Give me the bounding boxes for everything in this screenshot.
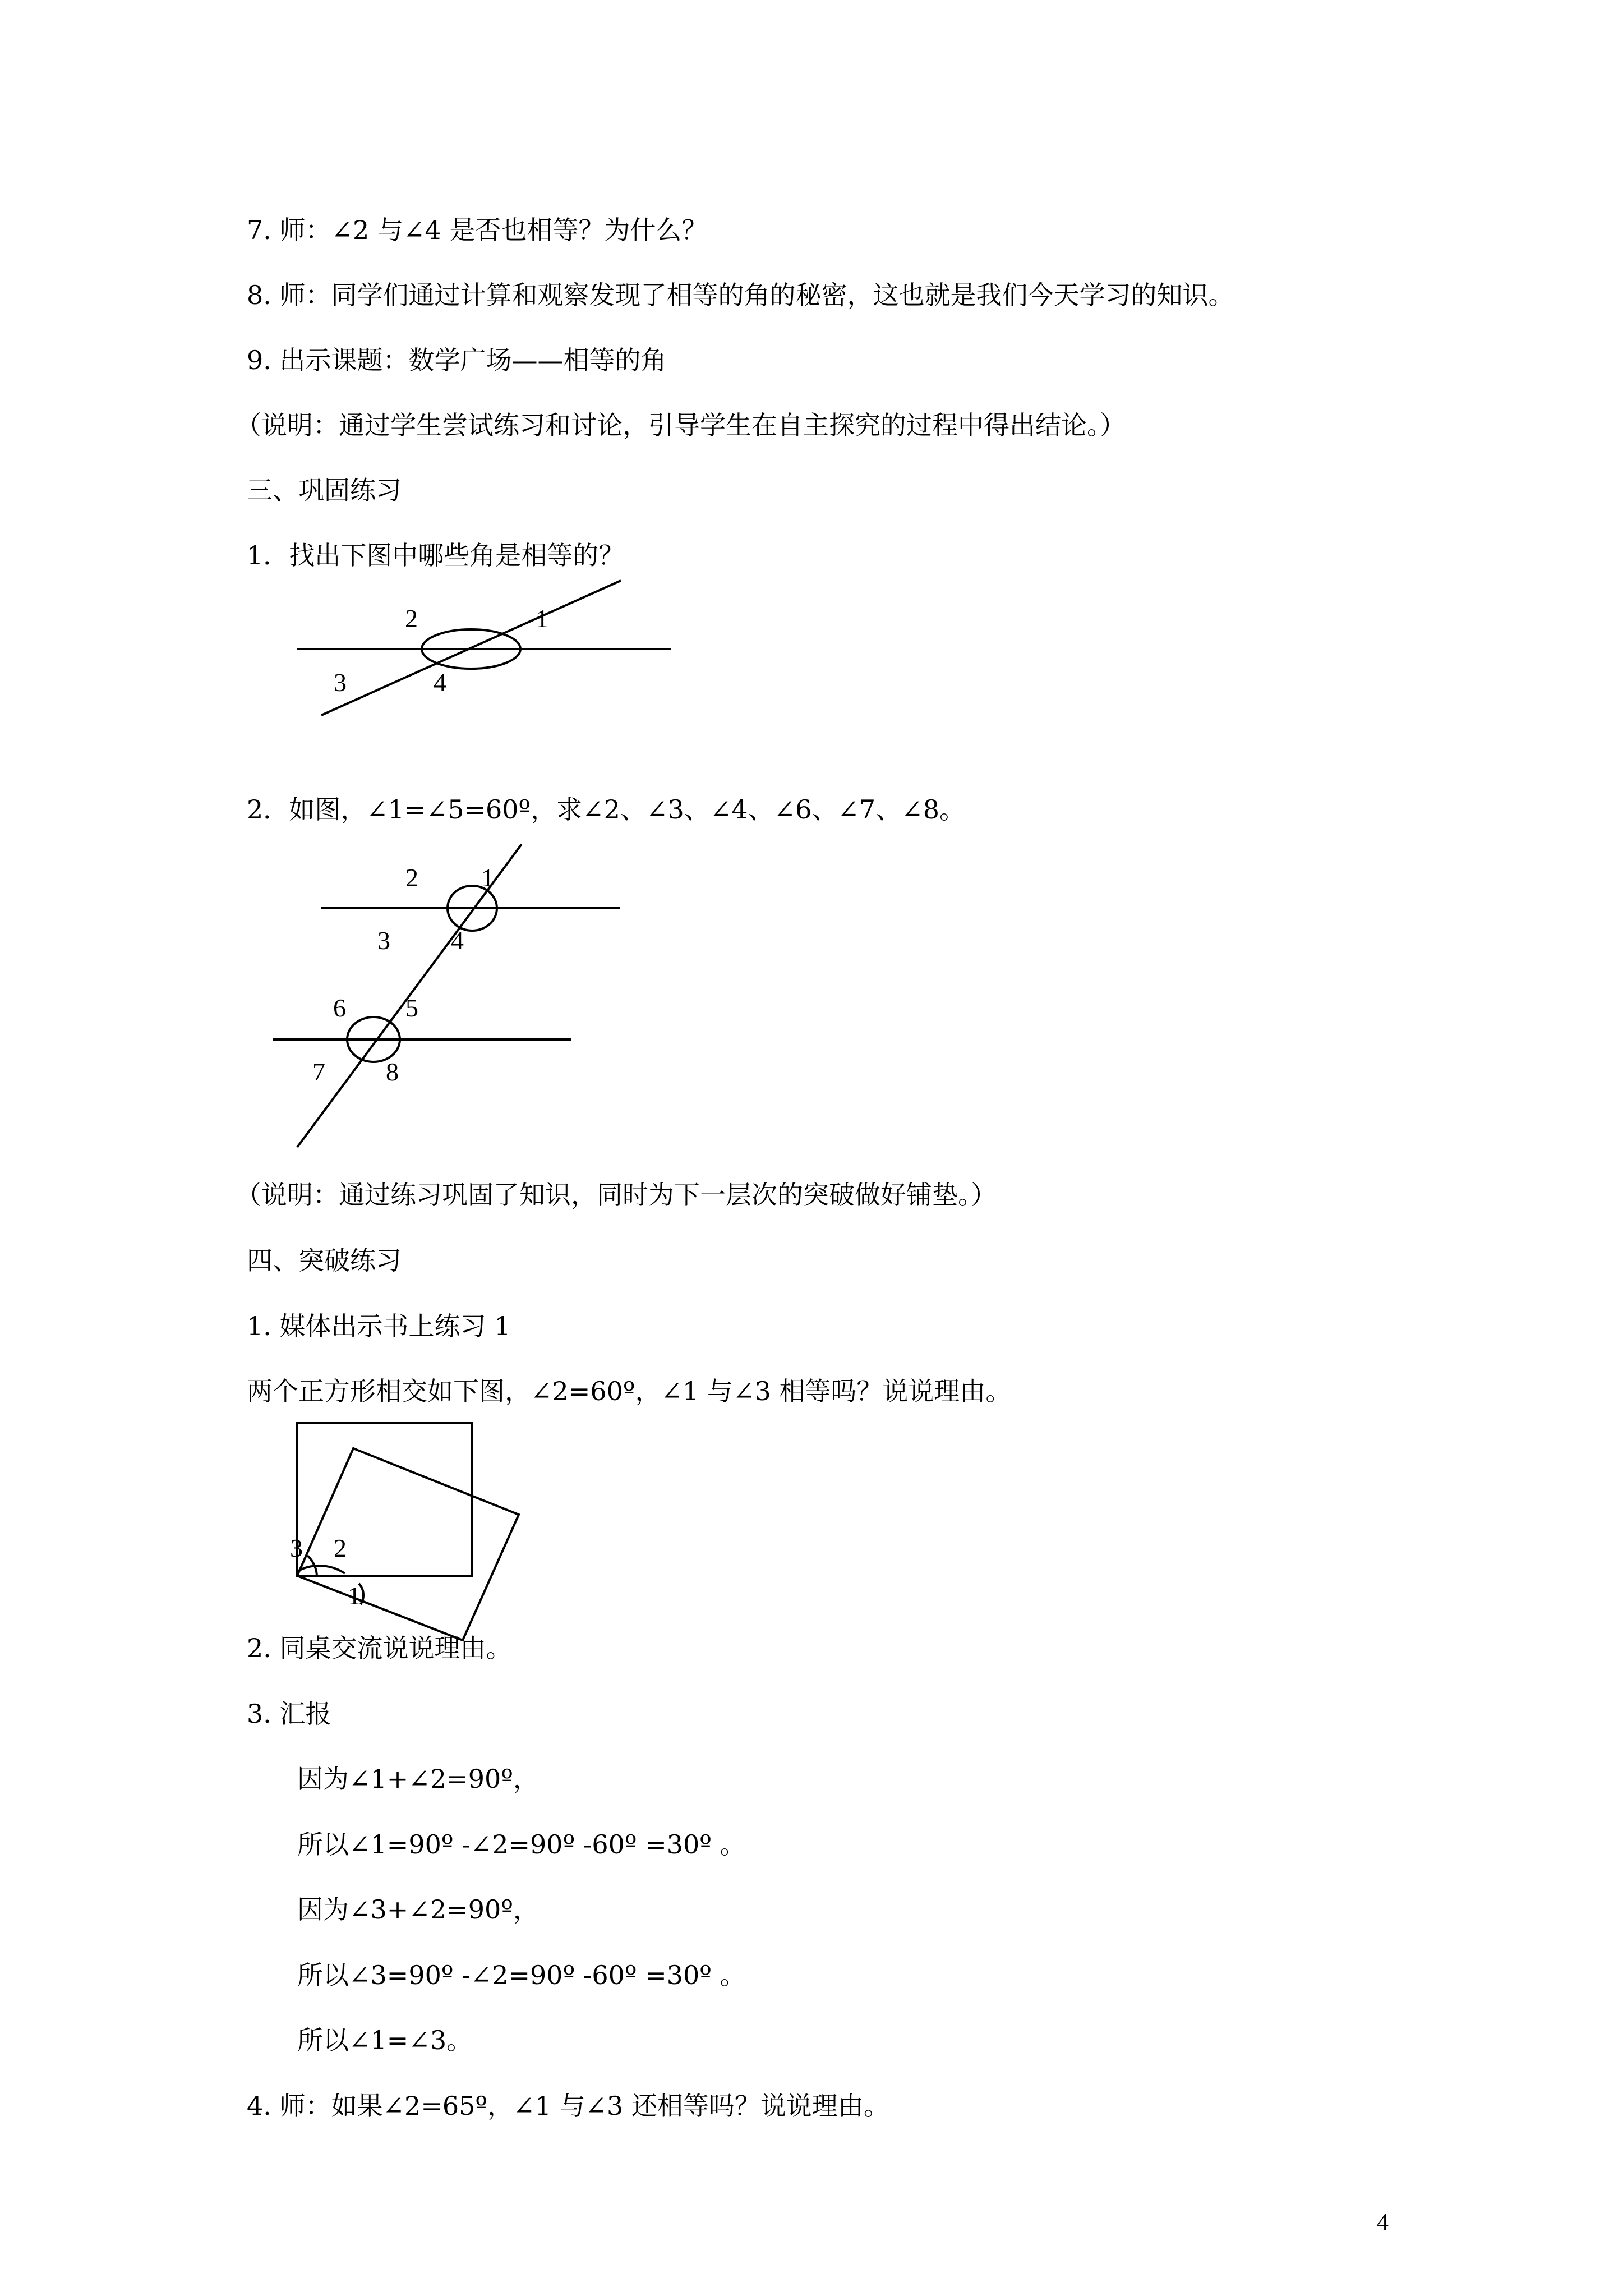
fig2-label-2: 2 <box>405 863 418 892</box>
breakthrough-item-4: 4. 师：如果∠2=65º，∠1 与∠3 还相等吗？说说理由。 <box>247 2091 889 2121</box>
proof-step-2: 所以∠1=90º -∠2=90º -60º =30º 。 <box>297 1829 746 1860</box>
fig3-angle-2-arc-outer <box>298 1566 345 1573</box>
text-line-7: 7. 师：∠2 与∠4 是否也相等？为什么？ <box>247 215 708 245</box>
fig1-label-2: 2 <box>405 604 418 633</box>
fig2-label-7: 7 <box>312 1057 325 1086</box>
breakthrough-item-2: 2. 同桌交流说说理由。 <box>247 1633 512 1663</box>
fig3-label-1: 1 <box>348 1581 361 1610</box>
text-line-9: 9. 出示课题：数学广场——相等的角 <box>247 345 667 375</box>
fig1-label-4: 4 <box>434 668 446 697</box>
squares-question: 两个正方形相交如下图，∠2=60º，∠1 与∠3 相等吗？说说理由。 <box>247 1376 1012 1406</box>
proof-step-3: 因为∠3+∠2=90º， <box>297 1894 539 1925</box>
breakthrough-item-1: 1. 媒体出示书上练习 1 <box>247 1311 511 1341</box>
fig2-label-4: 4 <box>451 926 464 955</box>
proof-step-5: 所以∠1=∠3。 <box>297 2025 473 2055</box>
note-1: （说明：通过学生尝试练习和讨论，引导学生在自主探究的过程中得出结论。） <box>236 410 1126 440</box>
text-line-8: 8. 师：同学们通过计算和观察发现了相等的角的秘密，这也就是我们今天学习的知识。 <box>247 280 1234 310</box>
page-number: 4 <box>1377 2210 1389 2235</box>
proof-step-4: 所以∠3=90º -∠2=90º -60º =30º 。 <box>297 1960 746 1990</box>
fig2-label-5: 5 <box>405 993 418 1022</box>
fig3-tilted-square <box>297 1448 519 1640</box>
fig3-label-3: 3 <box>290 1534 303 1562</box>
proof-step-1: 因为∠1+∠2=90º， <box>297 1764 539 1794</box>
section-heading-4: 四、突破练习 <box>247 1245 402 1276</box>
fig1-label-3: 3 <box>334 668 347 697</box>
fig1-label-1: 1 <box>536 604 548 633</box>
fig2-label-3: 3 <box>377 926 390 955</box>
section-heading-3: 三、巩固练习 <box>247 475 402 505</box>
breakthrough-item-3: 3. 汇报 <box>247 1699 331 1729</box>
fig2-label-6: 6 <box>333 993 346 1022</box>
fig2-label-8: 8 <box>386 1057 399 1086</box>
note-2: （说明：通过练习巩固了知识，同时为下一层次的突破做好铺垫。） <box>236 1180 997 1210</box>
exercise-2-prompt: 2．如图，∠1=∠5=60º，求∠2、∠3、∠4、∠6、∠7、∠8。 <box>247 794 965 825</box>
exercise-1-prompt: 1．找出下图中哪些角是相等的？ <box>247 540 625 570</box>
fig3-label-2: 2 <box>334 1534 347 1562</box>
fig2-label-1: 1 <box>481 863 494 892</box>
fig3-upright-square <box>297 1423 472 1576</box>
